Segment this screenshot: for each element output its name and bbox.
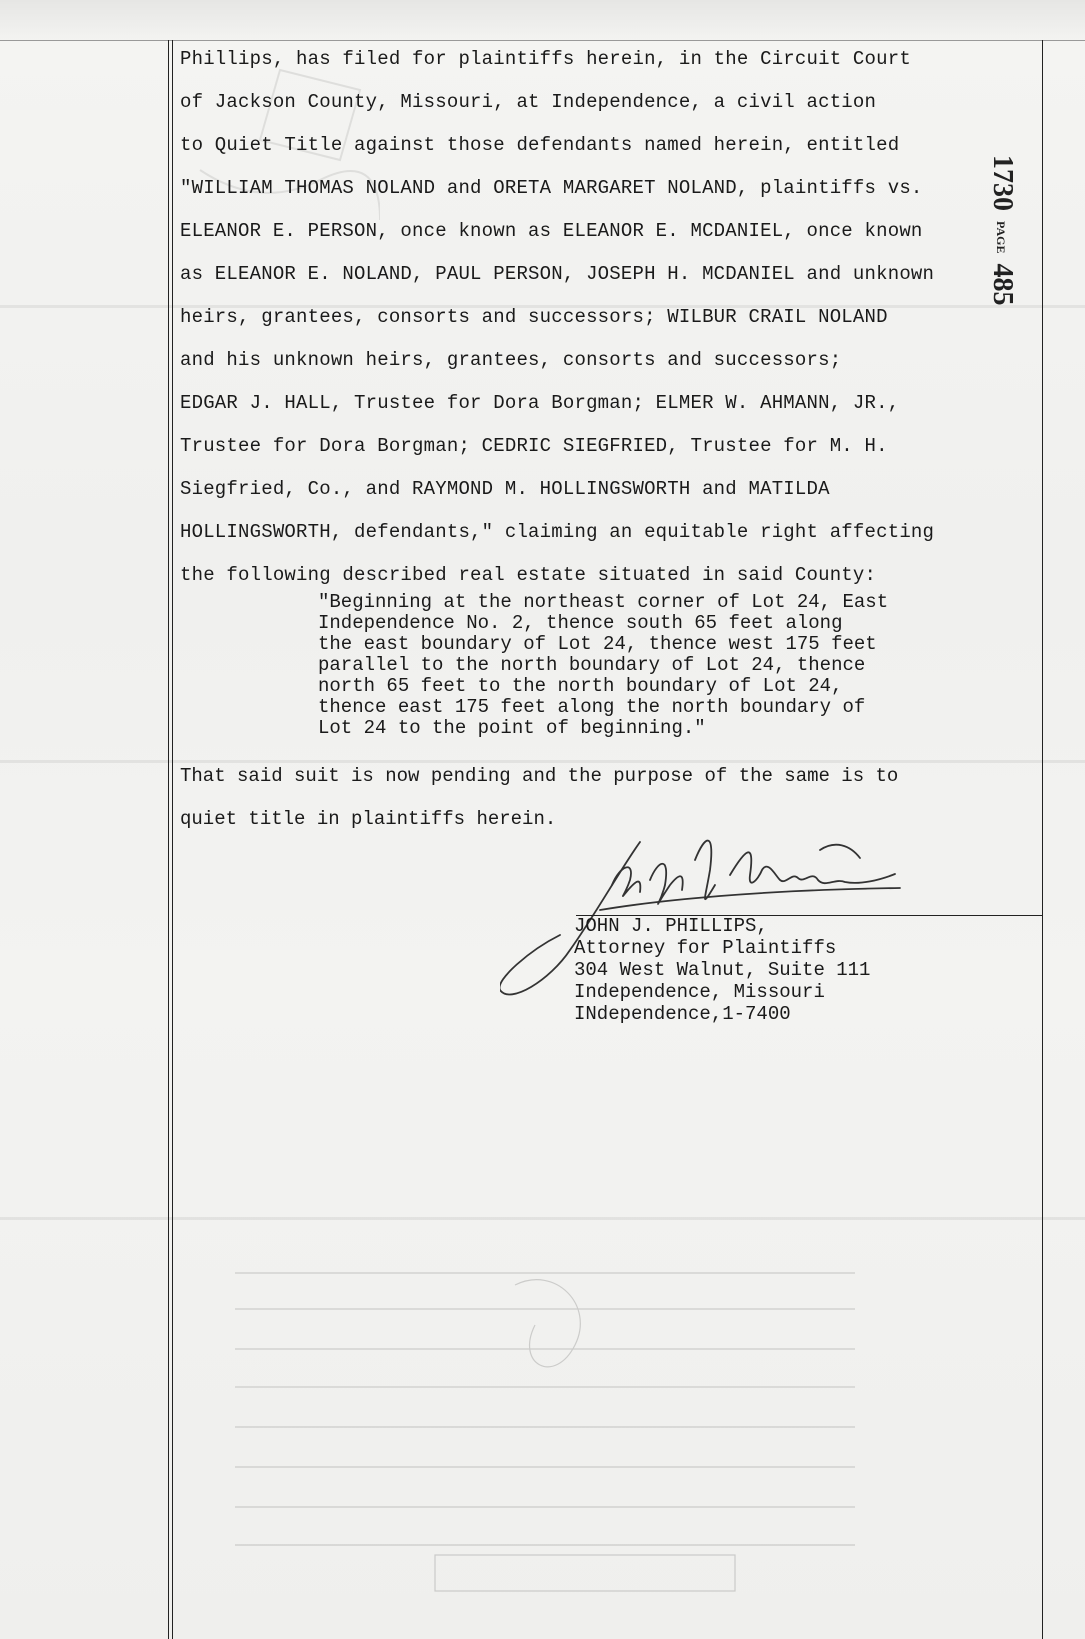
text-line: That said suit is now pending and the purpose of the same is to [180, 765, 899, 787]
text-line: to Quiet Title against those defendants named herein, entitled [180, 134, 900, 156]
attorney-title: Attorney for Plaintiffs [574, 937, 837, 959]
text-line: as ELEANOR E. NOLAND, PAUL PERSON, JOSEPH H. MCDANIEL and unknown [180, 263, 935, 285]
quote-line: the east boundary of Lot 24, thence west 175 feet [318, 633, 877, 655]
text-line: the following described real estate situated in said County: [180, 564, 877, 586]
quote-line: Independence No. 2, thence south 65 feet along [318, 612, 843, 634]
quote-line: Lot 24 to the point of beginning." [318, 717, 706, 739]
fold-crease [0, 1217, 1085, 1220]
text-line: "WILLIAM THOMAS NOLAND and ORETA MARGARET NOLAND, plaintiffs vs. [180, 177, 923, 199]
margin-rule [1042, 40, 1043, 1639]
text-line: quiet title in plaintiffs herein. [180, 808, 557, 830]
quote-line: "Beginning at the northeast corner of Lot 24, East [318, 591, 889, 613]
body-paragraph [180, 38, 1020, 597]
text-line: and his unknown heirs, grantees, consorts and successors; [180, 349, 842, 371]
page-label: PAGE [993, 221, 1008, 254]
book-number: 1730 [987, 155, 1018, 211]
city-line: Independence, Missouri [574, 981, 825, 1003]
text-line: of Jackson County, Missouri, at Independence, a civil action [180, 91, 877, 113]
legal-description [318, 592, 1018, 739]
attorney-name: JOHN J. PHILLIPS, [574, 915, 768, 937]
quote-line: thence east 175 feet along the north boundary of [318, 696, 866, 718]
closing-paragraph [180, 755, 1020, 841]
page-number: 485 [987, 263, 1018, 306]
text-line: ELEANOR E. PERSON, once known as ELEANOR E. MCDANIEL, once known [180, 220, 923, 242]
quote-line: north 65 feet to the north boundary of Lot 24, [318, 675, 843, 697]
phone-line: INdependence,1-7400 [574, 1003, 791, 1025]
text-line: HOLLINGSWORTH, defendants," claiming an equitable right affecting [180, 521, 935, 543]
quote-line: parallel to the north boundary of Lot 24, thence [318, 654, 866, 676]
signature-block [574, 915, 870, 1025]
recorder-stamp-bleed-through [215, 1245, 875, 1605]
text-line: Siegfried, Co., and RAYMOND M. HOLLINGSWORTH and MATILDA [180, 478, 830, 500]
text-line: heirs, grantees, consorts and successors; WILBUR CRAIL NOLAND [180, 306, 888, 328]
folded-top-edge [0, 0, 1085, 41]
margin-rule [168, 40, 169, 1639]
address-line: 304 West Walnut, Suite 111 [574, 959, 871, 981]
text-line: EDGAR J. HALL, Trustee for Dora Borgman; ELMER W. AHMANN, JR., [180, 392, 900, 414]
text-line: Trustee for Dora Borgman; CEDRIC SIEGFRIED, Trustee for M. H. [180, 435, 888, 457]
text-line: Phillips, has filed for plaintiffs herein, in the Circuit Court [180, 48, 911, 70]
margin-rule [172, 40, 173, 1639]
